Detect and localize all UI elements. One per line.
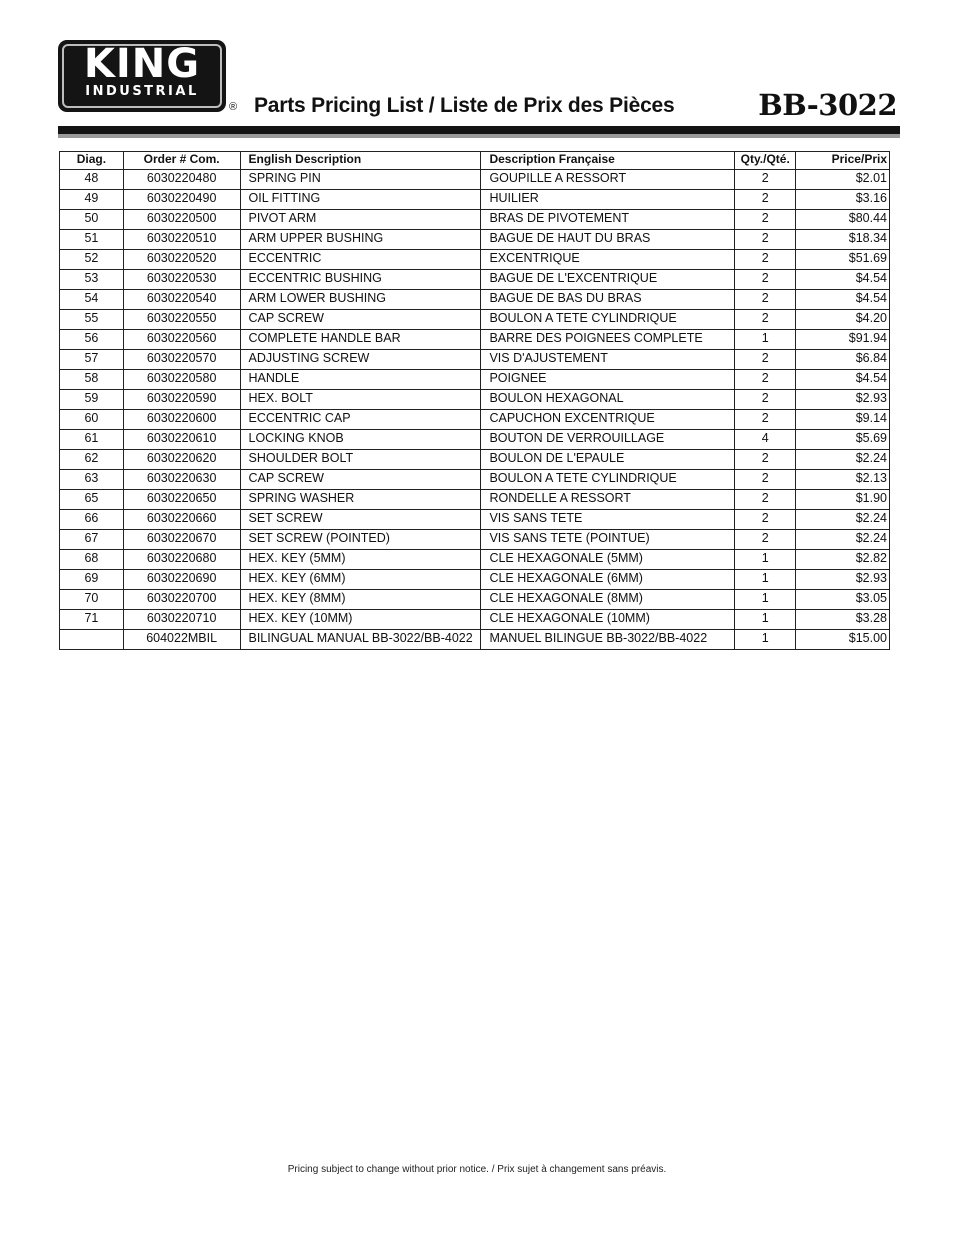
cell-quantity: 2	[735, 370, 796, 390]
table-row	[60, 330, 890, 350]
cell-quantity: 2	[735, 510, 796, 530]
cell-french-description: BOULON HEXAGONAL	[481, 390, 735, 410]
cell-english-description: HEX. KEY (5MM)	[240, 550, 481, 570]
cell-english-description: CAP SCREW	[240, 310, 481, 330]
cell-price: $2.24	[796, 530, 890, 550]
cell-price: $9.14	[796, 410, 890, 430]
cell-diag: 63	[60, 470, 124, 490]
cell-english-description: ADJUSTING SCREW	[240, 350, 481, 370]
pricing-disclaimer: Pricing subject to change without prior notice. / Prix sujet à changement sans préavis.	[287, 1164, 667, 1175]
cell-price: $80.44	[796, 210, 890, 230]
table-row	[60, 170, 890, 190]
cell-order-number: 6030220630	[123, 470, 240, 490]
cell-french-description: BRAS DE PIVOTEMENT	[481, 210, 735, 230]
cell-english-description: SHOULDER BOLT	[240, 450, 481, 470]
cell-diag: 54	[60, 290, 124, 310]
table-row	[60, 250, 890, 270]
cell-quantity: 1	[735, 550, 796, 570]
cell-english-description: PIVOT ARM	[240, 210, 481, 230]
cell-diag: 49	[60, 190, 124, 210]
cell-english-description: HEX. KEY (10MM)	[240, 610, 481, 630]
table-row	[60, 270, 890, 290]
cell-diag: 66	[60, 510, 124, 530]
cell-quantity: 1	[735, 330, 796, 350]
table-row	[60, 450, 890, 470]
cell-french-description: BOULON A TETE CYLINDRIQUE	[481, 310, 735, 330]
cell-english-description: HEX. KEY (6MM)	[240, 570, 481, 590]
cell-price: $3.28	[796, 610, 890, 630]
table-row	[60, 410, 890, 430]
header-rule-shadow	[58, 134, 900, 138]
page-title: Parts Pricing List / Liste de Prix des Pièces	[254, 94, 675, 117]
table-row	[60, 630, 890, 650]
cell-french-description: POIGNEE	[481, 370, 735, 390]
column-header-diag: Diag.	[60, 152, 124, 170]
table-row	[60, 230, 890, 250]
cell-order-number: 604022MBIL	[123, 630, 240, 650]
cell-order-number: 6030220500	[123, 210, 240, 230]
cell-order-number: 6030220690	[123, 570, 240, 590]
cell-french-description: EXCENTRIQUE	[481, 250, 735, 270]
cell-quantity: 2	[735, 530, 796, 550]
cell-quantity: 2	[735, 450, 796, 470]
cell-english-description: HANDLE	[240, 370, 481, 390]
cell-price: $4.54	[796, 370, 890, 390]
cell-english-description: LOCKING KNOB	[240, 430, 481, 450]
cell-order-number: 6030220570	[123, 350, 240, 370]
king-industrial-logo	[58, 40, 226, 112]
table-row	[60, 530, 890, 550]
cell-diag: 67	[60, 530, 124, 550]
cell-diag: 51	[60, 230, 124, 250]
table-row	[60, 390, 890, 410]
cell-diag: 55	[60, 310, 124, 330]
cell-price: $91.94	[796, 330, 890, 350]
column-header-french: Description Française	[481, 152, 735, 170]
cell-price: $2.93	[796, 390, 890, 410]
cell-quantity: 2	[735, 270, 796, 290]
table-row	[60, 510, 890, 530]
cell-order-number: 6030220580	[123, 370, 240, 390]
cell-diag: 59	[60, 390, 124, 410]
cell-order-number: 6030220560	[123, 330, 240, 350]
cell-english-description: ARM UPPER BUSHING	[240, 230, 481, 250]
cell-quantity: 2	[735, 470, 796, 490]
cell-french-description: MANUEL BILINGUE BB-3022/BB-4022	[481, 630, 735, 650]
column-header-order: Order # Com.	[123, 152, 240, 170]
cell-order-number: 6030220670	[123, 530, 240, 550]
cell-english-description: HEX. BOLT	[240, 390, 481, 410]
cell-order-number: 6030220530	[123, 270, 240, 290]
cell-french-description: HUILIER	[481, 190, 735, 210]
cell-price: $2.24	[796, 450, 890, 470]
cell-order-number: 6030220710	[123, 610, 240, 630]
cell-english-description: OIL FITTING	[240, 190, 481, 210]
cell-english-description: CAP SCREW	[240, 470, 481, 490]
logo-industrial-text: INDUSTRIAL	[85, 84, 199, 99]
cell-english-description: HEX. KEY (8MM)	[240, 590, 481, 610]
cell-price: $15.00	[796, 630, 890, 650]
cell-french-description: BAGUE DE BAS DU BRAS	[481, 290, 735, 310]
cell-diag: 61	[60, 430, 124, 450]
cell-price: $2.93	[796, 570, 890, 590]
table-row	[60, 570, 890, 590]
cell-diag: 57	[60, 350, 124, 370]
column-header-english: English Description	[240, 152, 481, 170]
cell-quantity: 1	[735, 630, 796, 650]
cell-english-description: ECCENTRIC	[240, 250, 481, 270]
cell-price: $4.54	[796, 290, 890, 310]
cell-price: $2.82	[796, 550, 890, 570]
table-row	[60, 370, 890, 390]
cell-french-description: VIS SANS TETE (POINTUE)	[481, 530, 735, 550]
cell-french-description: CLE HEXAGONALE (6MM)	[481, 570, 735, 590]
cell-english-description: SET SCREW	[240, 510, 481, 530]
cell-french-description: RONDELLE A RESSORT	[481, 490, 735, 510]
cell-diag: 69	[60, 570, 124, 590]
table-row	[60, 610, 890, 630]
cell-quantity: 2	[735, 390, 796, 410]
cell-price: $1.90	[796, 490, 890, 510]
cell-price: $51.69	[796, 250, 890, 270]
cell-order-number: 6030220490	[123, 190, 240, 210]
cell-french-description: BARRE DES POIGNEES COMPLETE	[481, 330, 735, 350]
cell-diag: 68	[60, 550, 124, 570]
column-header-price: Price/Prix	[796, 152, 890, 170]
cell-french-description: CAPUCHON EXCENTRIQUE	[481, 410, 735, 430]
table-row	[60, 550, 890, 570]
cell-order-number: 6030220520	[123, 250, 240, 270]
cell-french-description: GOUPILLE A RESSORT	[481, 170, 735, 190]
cell-order-number: 6030220700	[123, 590, 240, 610]
cell-diag: 71	[60, 610, 124, 630]
cell-order-number: 6030220620	[123, 450, 240, 470]
table-row	[60, 190, 890, 210]
cell-diag: 62	[60, 450, 124, 470]
cell-quantity: 2	[735, 310, 796, 330]
cell-diag: 56	[60, 330, 124, 350]
cell-order-number: 6030220660	[123, 510, 240, 530]
model-number: BB-3022	[758, 88, 897, 122]
cell-english-description: ARM LOWER BUSHING	[240, 290, 481, 310]
cell-french-description: VIS D'AJUSTEMENT	[481, 350, 735, 370]
column-header-qty: Qty./Qté.	[735, 152, 796, 170]
cell-english-description: SPRING WASHER	[240, 490, 481, 510]
cell-french-description: VIS SANS TETE	[481, 510, 735, 530]
cell-price: $2.24	[796, 510, 890, 530]
cell-english-description: COMPLETE HANDLE BAR	[240, 330, 481, 350]
cell-price: $5.69	[796, 430, 890, 450]
cell-english-description: ECCENTRIC CAP	[240, 410, 481, 430]
cell-french-description: BAGUE DE HAUT DU BRAS	[481, 230, 735, 250]
cell-quantity: 1	[735, 610, 796, 630]
cell-diag: 65	[60, 490, 124, 510]
cell-diag	[60, 630, 124, 650]
cell-price: $18.34	[796, 230, 890, 250]
cell-order-number: 6030220590	[123, 390, 240, 410]
cell-quantity: 1	[735, 570, 796, 590]
cell-french-description: CLE HEXAGONALE (5MM)	[481, 550, 735, 570]
cell-english-description: SET SCREW (POINTED)	[240, 530, 481, 550]
cell-quantity: 2	[735, 350, 796, 370]
cell-quantity: 2	[735, 190, 796, 210]
table-row	[60, 310, 890, 330]
cell-french-description: BAGUE DE L'EXCENTRIQUE	[481, 270, 735, 290]
cell-english-description: SPRING PIN	[240, 170, 481, 190]
cell-quantity: 2	[735, 250, 796, 270]
logo-king-text: KING	[83, 41, 201, 87]
table-row	[60, 490, 890, 510]
table-row	[60, 210, 890, 230]
cell-quantity: 2	[735, 290, 796, 310]
cell-french-description: CLE HEXAGONALE (8MM)	[481, 590, 735, 610]
cell-quantity: 1	[735, 590, 796, 610]
table-row	[60, 590, 890, 610]
cell-order-number: 6030220480	[123, 170, 240, 190]
cell-order-number: 6030220650	[123, 490, 240, 510]
table-row	[60, 470, 890, 490]
table-row	[60, 430, 890, 450]
cell-quantity: 4	[735, 430, 796, 450]
cell-english-description: ECCENTRIC BUSHING	[240, 270, 481, 290]
cell-order-number: 6030220610	[123, 430, 240, 450]
cell-french-description: BOULON A TETE CYLINDRIQUE	[481, 470, 735, 490]
table-row	[60, 350, 890, 370]
cell-diag: 50	[60, 210, 124, 230]
cell-price: $6.84	[796, 350, 890, 370]
cell-order-number: 6030220510	[123, 230, 240, 250]
cell-quantity: 2	[735, 230, 796, 250]
cell-quantity: 2	[735, 490, 796, 510]
cell-french-description: BOULON DE L'EPAULE	[481, 450, 735, 470]
cell-french-description: BOUTON DE VERROUILLAGE	[481, 430, 735, 450]
cell-english-description: BILINGUAL MANUAL BB-3022/BB-4022	[240, 630, 481, 650]
table-header-row	[60, 152, 890, 170]
cell-diag: 52	[60, 250, 124, 270]
parts-table	[59, 151, 890, 650]
cell-quantity: 2	[735, 210, 796, 230]
cell-quantity: 2	[735, 170, 796, 190]
cell-price: $4.54	[796, 270, 890, 290]
cell-price: $2.13	[796, 470, 890, 490]
cell-price: $4.20	[796, 310, 890, 330]
cell-diag: 60	[60, 410, 124, 430]
cell-diag: 70	[60, 590, 124, 610]
cell-order-number: 6030220600	[123, 410, 240, 430]
cell-french-description: CLE HEXAGONALE (10MM)	[481, 610, 735, 630]
cell-diag: 53	[60, 270, 124, 290]
table-row	[60, 290, 890, 310]
cell-order-number: 6030220550	[123, 310, 240, 330]
cell-price: $3.05	[796, 590, 890, 610]
cell-diag: 48	[60, 170, 124, 190]
registered-mark: ®	[229, 101, 238, 113]
cell-order-number: 6030220680	[123, 550, 240, 570]
cell-order-number: 6030220540	[123, 290, 240, 310]
cell-price: $2.01	[796, 170, 890, 190]
cell-diag: 58	[60, 370, 124, 390]
cell-quantity: 2	[735, 410, 796, 430]
cell-price: $3.16	[796, 190, 890, 210]
